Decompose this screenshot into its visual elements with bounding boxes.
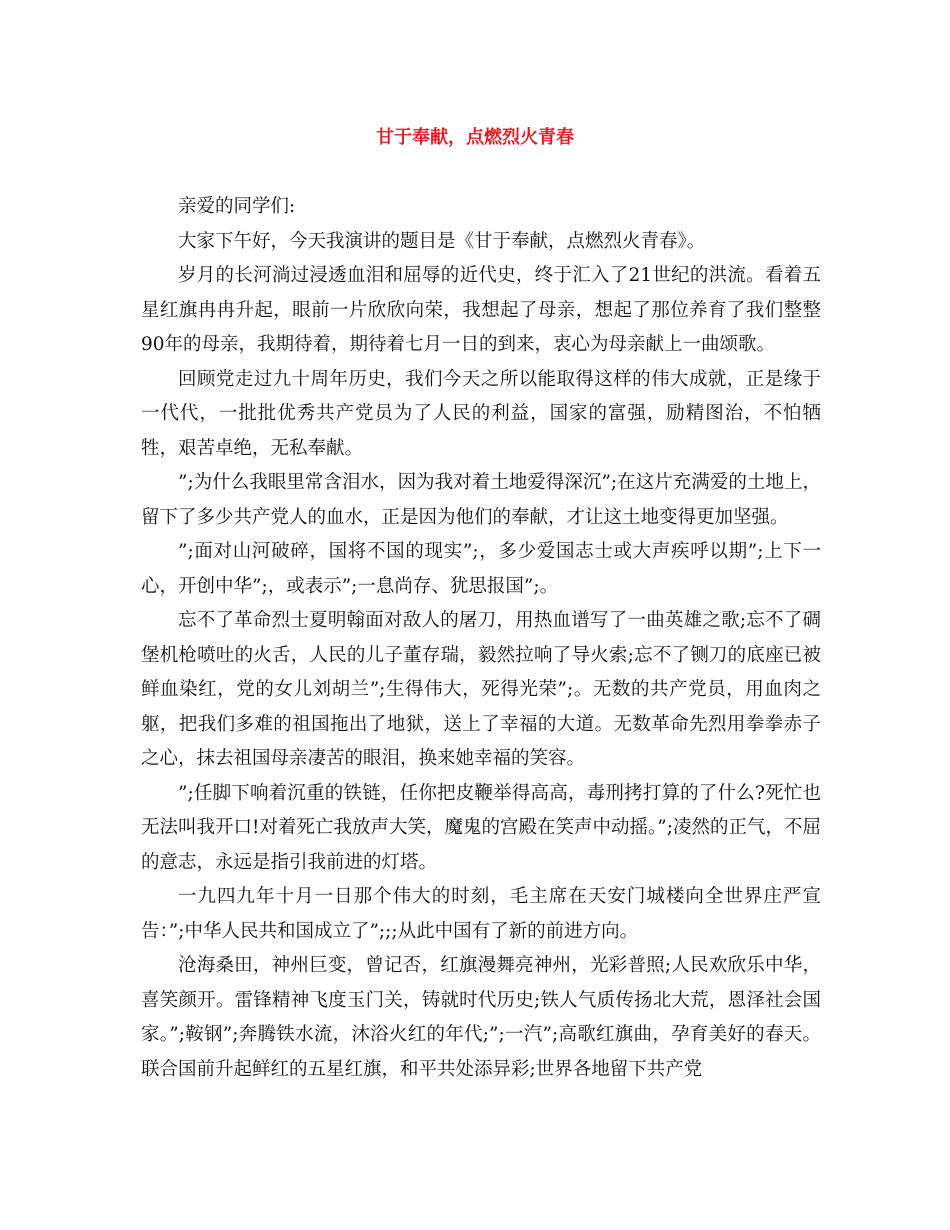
body-paragraph: 岁月的长河淌过浸透血泪和屈辱的近代史，终于汇入了21世纪的洪流。看着五星红旗冉冉升起，眼前一片欣欣向荣，我想起了母亲，想起了那位养育了我们整整90年的母亲，我期待着，期待着七月一日的到来，衷心为母亲献上一曲颂歌。 bbox=[141, 265, 821, 355]
body-paragraph: ”;任脚下响着沉重的铁链，任你把皮鞭举得高高，毒刑拷打算的了什么?死忙也无法叫我开口!对着死亡我放声大笑，魔鬼的宫殿在笑声中动摇。”;凌然的正气，不屈的意志，永远是指引我前进的灯塔。 bbox=[141, 782, 821, 873]
body-paragraph: 忘不了革命烈士夏明翰面对敌人的屠刀，用热血谱写了一曲英雄之歌;忘不了碉堡机枪喷吐的火舌，人民的儿子董存瑞，毅然拉响了导火索;忘不了铡刀的底座已被鲜血染红，党的女儿刘胡兰”;生得伟大，死得光荣”;。无数的共产党员，用血肉之躯，把我们多难的祖国拖出了地狱，送上了幸福的大道。无数革命先烈用拳拳赤子之心，抹去祖国母亲凄苦的眼泪，换来她幸福的笑容。 bbox=[141, 610, 821, 769]
body-paragraph: 沧海桑田，神州巨变，曾记否，红旗漫舞亮神州，光彩普照;人民欢欣乐中华，喜笑颜开。雷锋精神飞度玉门关，铸就时代历史;铁人气质传扬北大荒，恩泽社会国家。”;鞍钢”;奔腾铁水流，沐浴火红的年代;”;一汽”;高歌红旗曲，孕育美好的春天。联合国前升起鲜红的五星红旗，和平共处添异彩;世界各地留下共产党 bbox=[141, 955, 821, 1080]
body-paragraph: 大家下午好，今天我演讲的题目是《甘于奉献，点燃烈火青春》。 bbox=[178, 230, 706, 252]
body-paragraph: ”;为什么我眼里常含泪水，因为我对着土地爱得深沉”;在这片充满爱的土地上，留下了多少共产党人的血水，正是因为他们的奉献，才让这土地变得更加坚强。 bbox=[141, 472, 821, 528]
body-paragraph: 回顾党走过九十周年历史，我们今天之所以能取得这样的伟大成就，正是缘于一代代，一批批优秀共产党员为了人民的利益，国家的富强，励精图治，不怕牺牲，艰苦卓绝，无私奉献。 bbox=[141, 368, 821, 459]
salutation-paragraph: 亲爱的同学们: bbox=[178, 196, 296, 217]
document-body bbox=[141, 190, 821, 1087]
body-paragraph: ”;面对山河破碎，国将不国的现实”;，多少爱国志士或大声疾呼以期”;上下一心，开创中华”;，或表示”;一息尚存、犹思报国”;。 bbox=[141, 541, 821, 597]
document-title: 甘于奉献，点燃烈火青春 bbox=[376, 127, 574, 148]
body-paragraph: 一九四九年十月一日那个伟大的时刻，毛主席在天安门城楼向全世界庄严宣告：”;中华人民共和国成立了”;;;从此中国有了新的前进方向。 bbox=[141, 886, 821, 942]
